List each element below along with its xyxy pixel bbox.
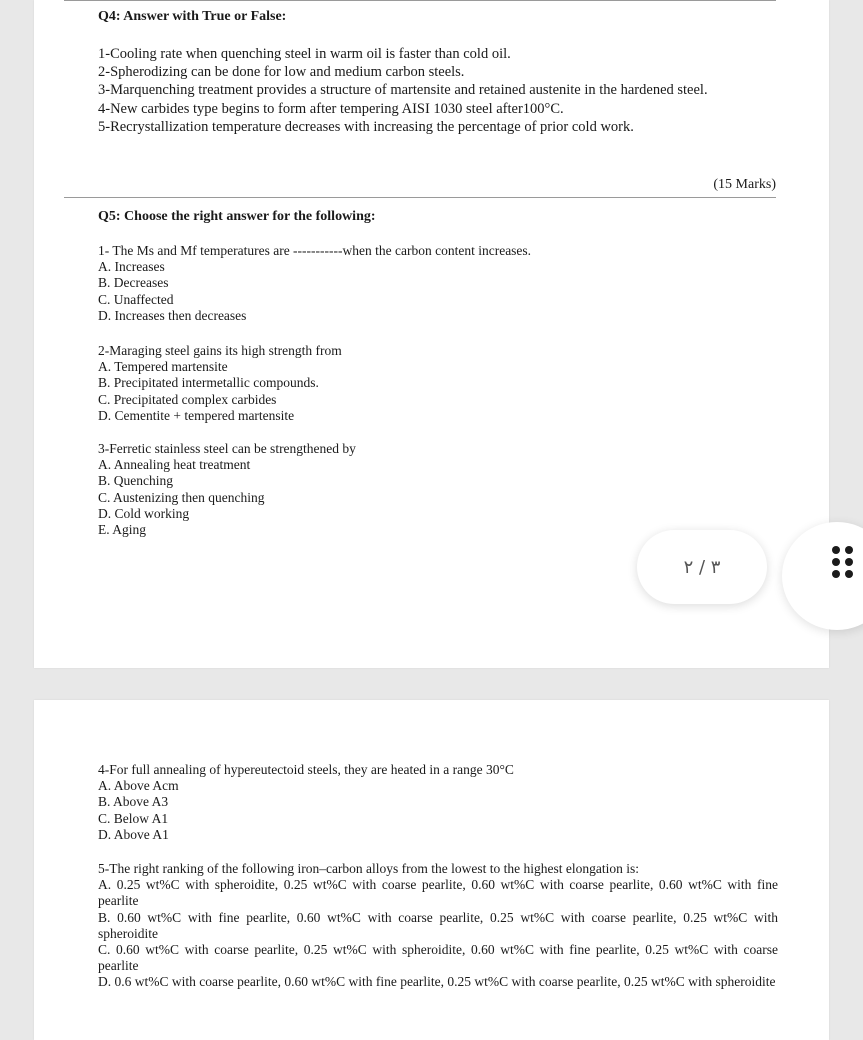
q5-question-3 [98, 441, 778, 538]
section-divider [64, 197, 776, 198]
answer-option: B. Precipitated intermetallic compounds. [98, 375, 319, 391]
more-dots-icon[interactable] [832, 546, 858, 586]
q4-item: 5-Recrystallization temperature decreases with increasing the percentage of prior cold work. [98, 118, 634, 135]
question-stem: 5-The right ranking of the following iron–carbon alloys from the lowest to the highest elongation is: [98, 861, 640, 876]
answer-option: E. Aging [98, 522, 147, 538]
q4-marks: (15 Marks) [713, 177, 776, 192]
q5-question-1 [98, 243, 778, 324]
q5-question-4 [98, 762, 778, 843]
q4-item: 4-New carbides type begins to form after tempering AISI 1030 steel after100°C. [98, 100, 564, 117]
q4-item: 3-Marquenching treatment provides a structure of martensite and retained austenite in the hardened steel. [98, 82, 708, 99]
answer-option: D. Above A1 [98, 826, 169, 842]
answer-option: C. 0.60 wt%C with coarse pearlite, 0.25 wt%C with spheroidite, 0.60 wt%C with fine pearlite, 0.25 wt%C with coarse pearlite [98, 942, 778, 974]
q5-title: Q5: Choose the right answer for the following: [98, 209, 376, 224]
answer-option: C. Precipitated complex carbides [98, 391, 277, 407]
answer-option: B. Above A3 [98, 794, 169, 810]
answer-option: D. Cementite + tempered martensite [98, 407, 295, 423]
question-stem: 3-Ferretic stainless steel can be strengthened by [98, 441, 356, 456]
answer-option: C. Below A1 [98, 810, 169, 826]
answer-option: B. Quenching [98, 473, 173, 489]
answer-option: D. Increases then decreases [98, 307, 247, 323]
dot [845, 570, 853, 578]
dot [845, 546, 853, 554]
q4-title: Q4: Answer with True or False: [98, 9, 287, 24]
q4-item: 2-Spherodizing can be done for low and medium carbon steels. [98, 64, 465, 81]
dot [845, 558, 853, 566]
q4-item: 1-Cooling rate when quenching steel in warm oil is faster than cold oil. [98, 46, 511, 62]
question-stem: 1- The Ms and Mf temperatures are -----------when the carbon content increases. [98, 243, 532, 258]
answer-option: A. 0.25 wt%C with spheroidite, 0.25 wt%C with coarse pearlite, 0.60 wt%C with coarse pearlite, 0.60 wt%C with fine pearlite [98, 877, 778, 909]
answer-option: C. Unaffected [98, 291, 174, 307]
answer-option: A. Annealing heat treatment [98, 457, 251, 473]
q5-question-2 [98, 343, 778, 424]
answer-option: D. Cold working [98, 505, 190, 521]
answer-option: B. Decreases [98, 275, 169, 291]
dot [832, 558, 840, 566]
q5-question-5 [98, 861, 778, 991]
dot [832, 546, 840, 554]
q4-items [98, 45, 778, 136]
question-stem: 4-For full annealing of hypereutectoid steels, they are heated in a range 30°C [98, 762, 514, 777]
answer-option: A. Tempered martensite [98, 359, 228, 375]
top-divider [64, 0, 776, 1]
answer-option: B. 0.60 wt%C with fine pearlite, 0.60 wt%C with coarse pearlite, 0.25 wt%C with coarse pearlite, 0.25 wt%C with spheroidite [98, 909, 778, 941]
page-indicator[interactable]: ٣ / ٢ [637, 530, 767, 604]
dot [832, 570, 840, 578]
answer-option: A. Above Acm [98, 778, 179, 794]
question-stem: 2-Maraging steel gains its high strength from [98, 343, 342, 358]
answer-option: A. Increases [98, 259, 165, 275]
answer-option: C. Austenizing then quenching [98, 489, 265, 505]
answer-option: D. 0.6 wt%C with coarse pearlite, 0.60 wt%C with fine pearlite, 0.25 wt%C with coarse pearlite, 0.25 wt%C with spheroidite [98, 974, 776, 990]
